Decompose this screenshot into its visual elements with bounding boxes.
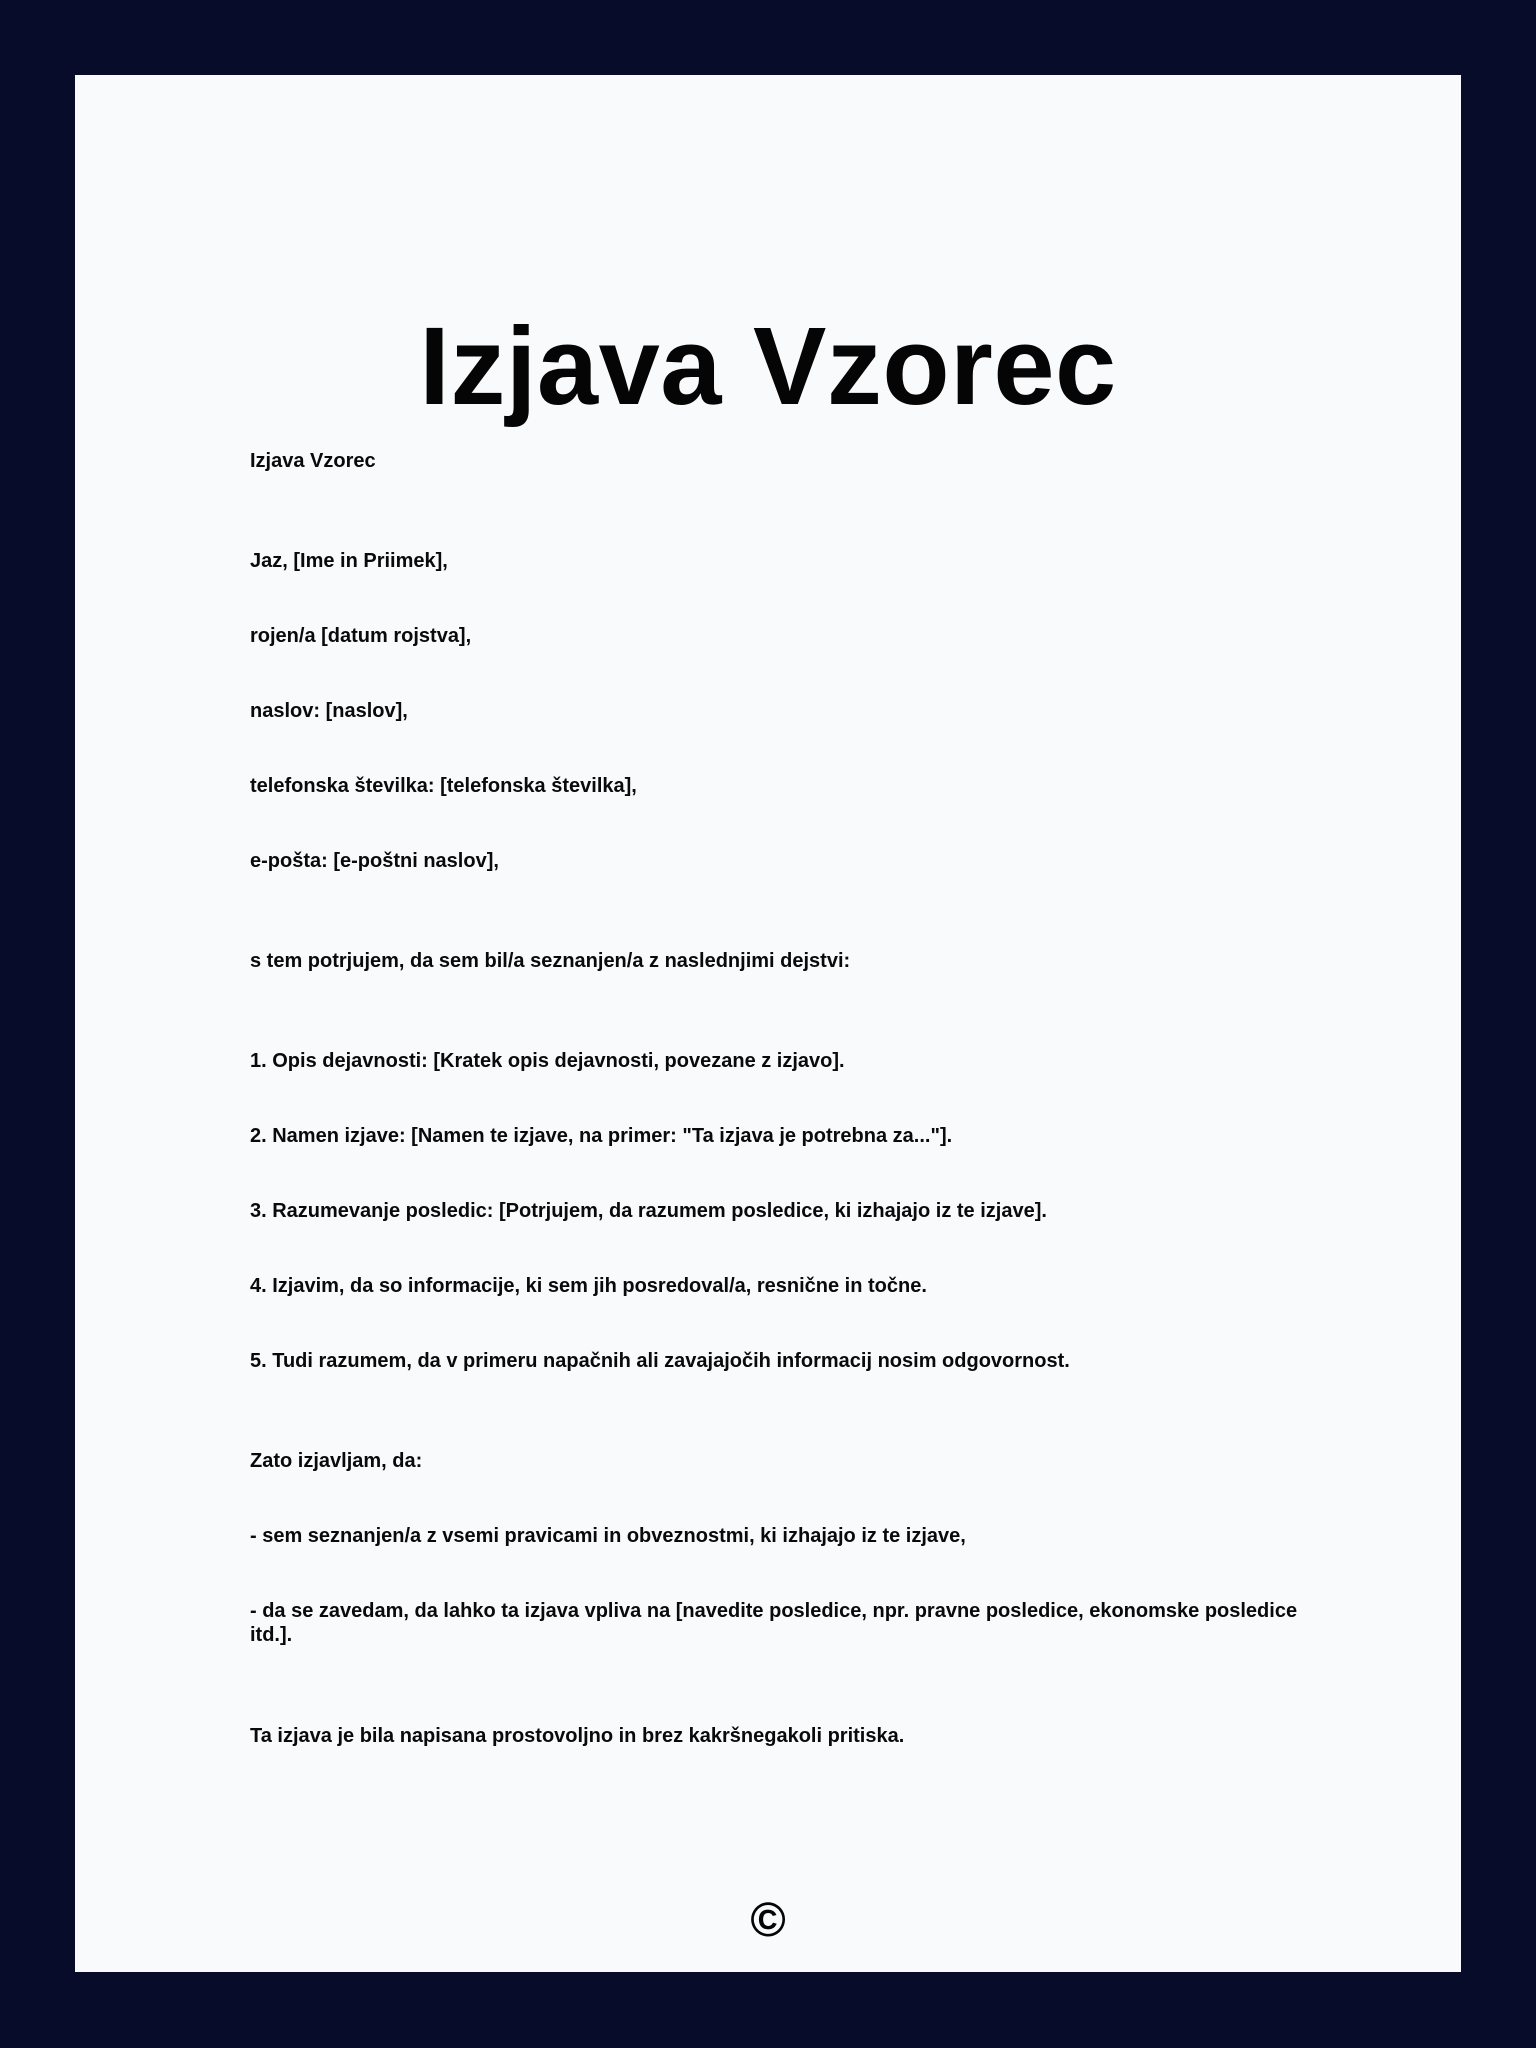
document-page <box>75 75 1461 1972</box>
fact-item-5: 5. Tudi razumem, da v primeru napačnih ali zavajajočih informacij nosim odgovornost. <box>250 1350 1070 1372</box>
copyright-icon: © <box>750 1894 786 1947</box>
declaration-item-1: - sem seznanjen/a z vsemi pravicami in obveznostmi, ki izhajajo iz te izjave, <box>250 1525 966 1547</box>
personal-address-line: naslov: [naslov], <box>250 700 408 722</box>
fact-item-1: 1. Opis dejavnosti: [Kratek opis dejavnosti, povezane z izjavo]. <box>250 1050 845 1072</box>
closing-statement: Ta izjava je bila napisana prostovoljno in brez kakršnegakoli pritiska. <box>250 1725 905 1747</box>
document-subtitle: Izjava Vzorec <box>250 450 376 472</box>
therefore-heading: Zato izjavljam, da: <box>250 1450 423 1472</box>
fact-item-4: 4. Izjavim, da so informacije, ki sem jih posredoval/a, resnične in točne. <box>250 1275 927 1297</box>
personal-email-line: e-pošta: [e-poštni naslov], <box>250 850 499 872</box>
confirmation-statement: s tem potrjujem, da sem bil/a seznanjen/a z naslednjimi dejstvi: <box>250 950 851 972</box>
fact-item-3: 3. Razumevanje posledic: [Potrjujem, da razumem posledice, ki izhajajo iz te izjave]. <box>250 1200 1047 1222</box>
page-title: Izjava Vzorec <box>419 305 1117 428</box>
personal-phone-line: telefonska številka: [telefonska številka], <box>250 775 637 797</box>
personal-birth-line: rojen/a [datum rojstva], <box>250 625 472 647</box>
fact-item-2: 2. Namen izjave: [Namen te izjave, na primer: "Ta izjava je potrebna za..."]. <box>250 1125 953 1147</box>
personal-name-line: Jaz, [Ime in Priimek], <box>250 550 448 572</box>
declaration-item-2: - da se zavedam, da lahko ta izjava vpliva na [navedite posledice, npr. pravne posledice, ekonomske posledice itd.]. <box>250 1600 1298 1646</box>
